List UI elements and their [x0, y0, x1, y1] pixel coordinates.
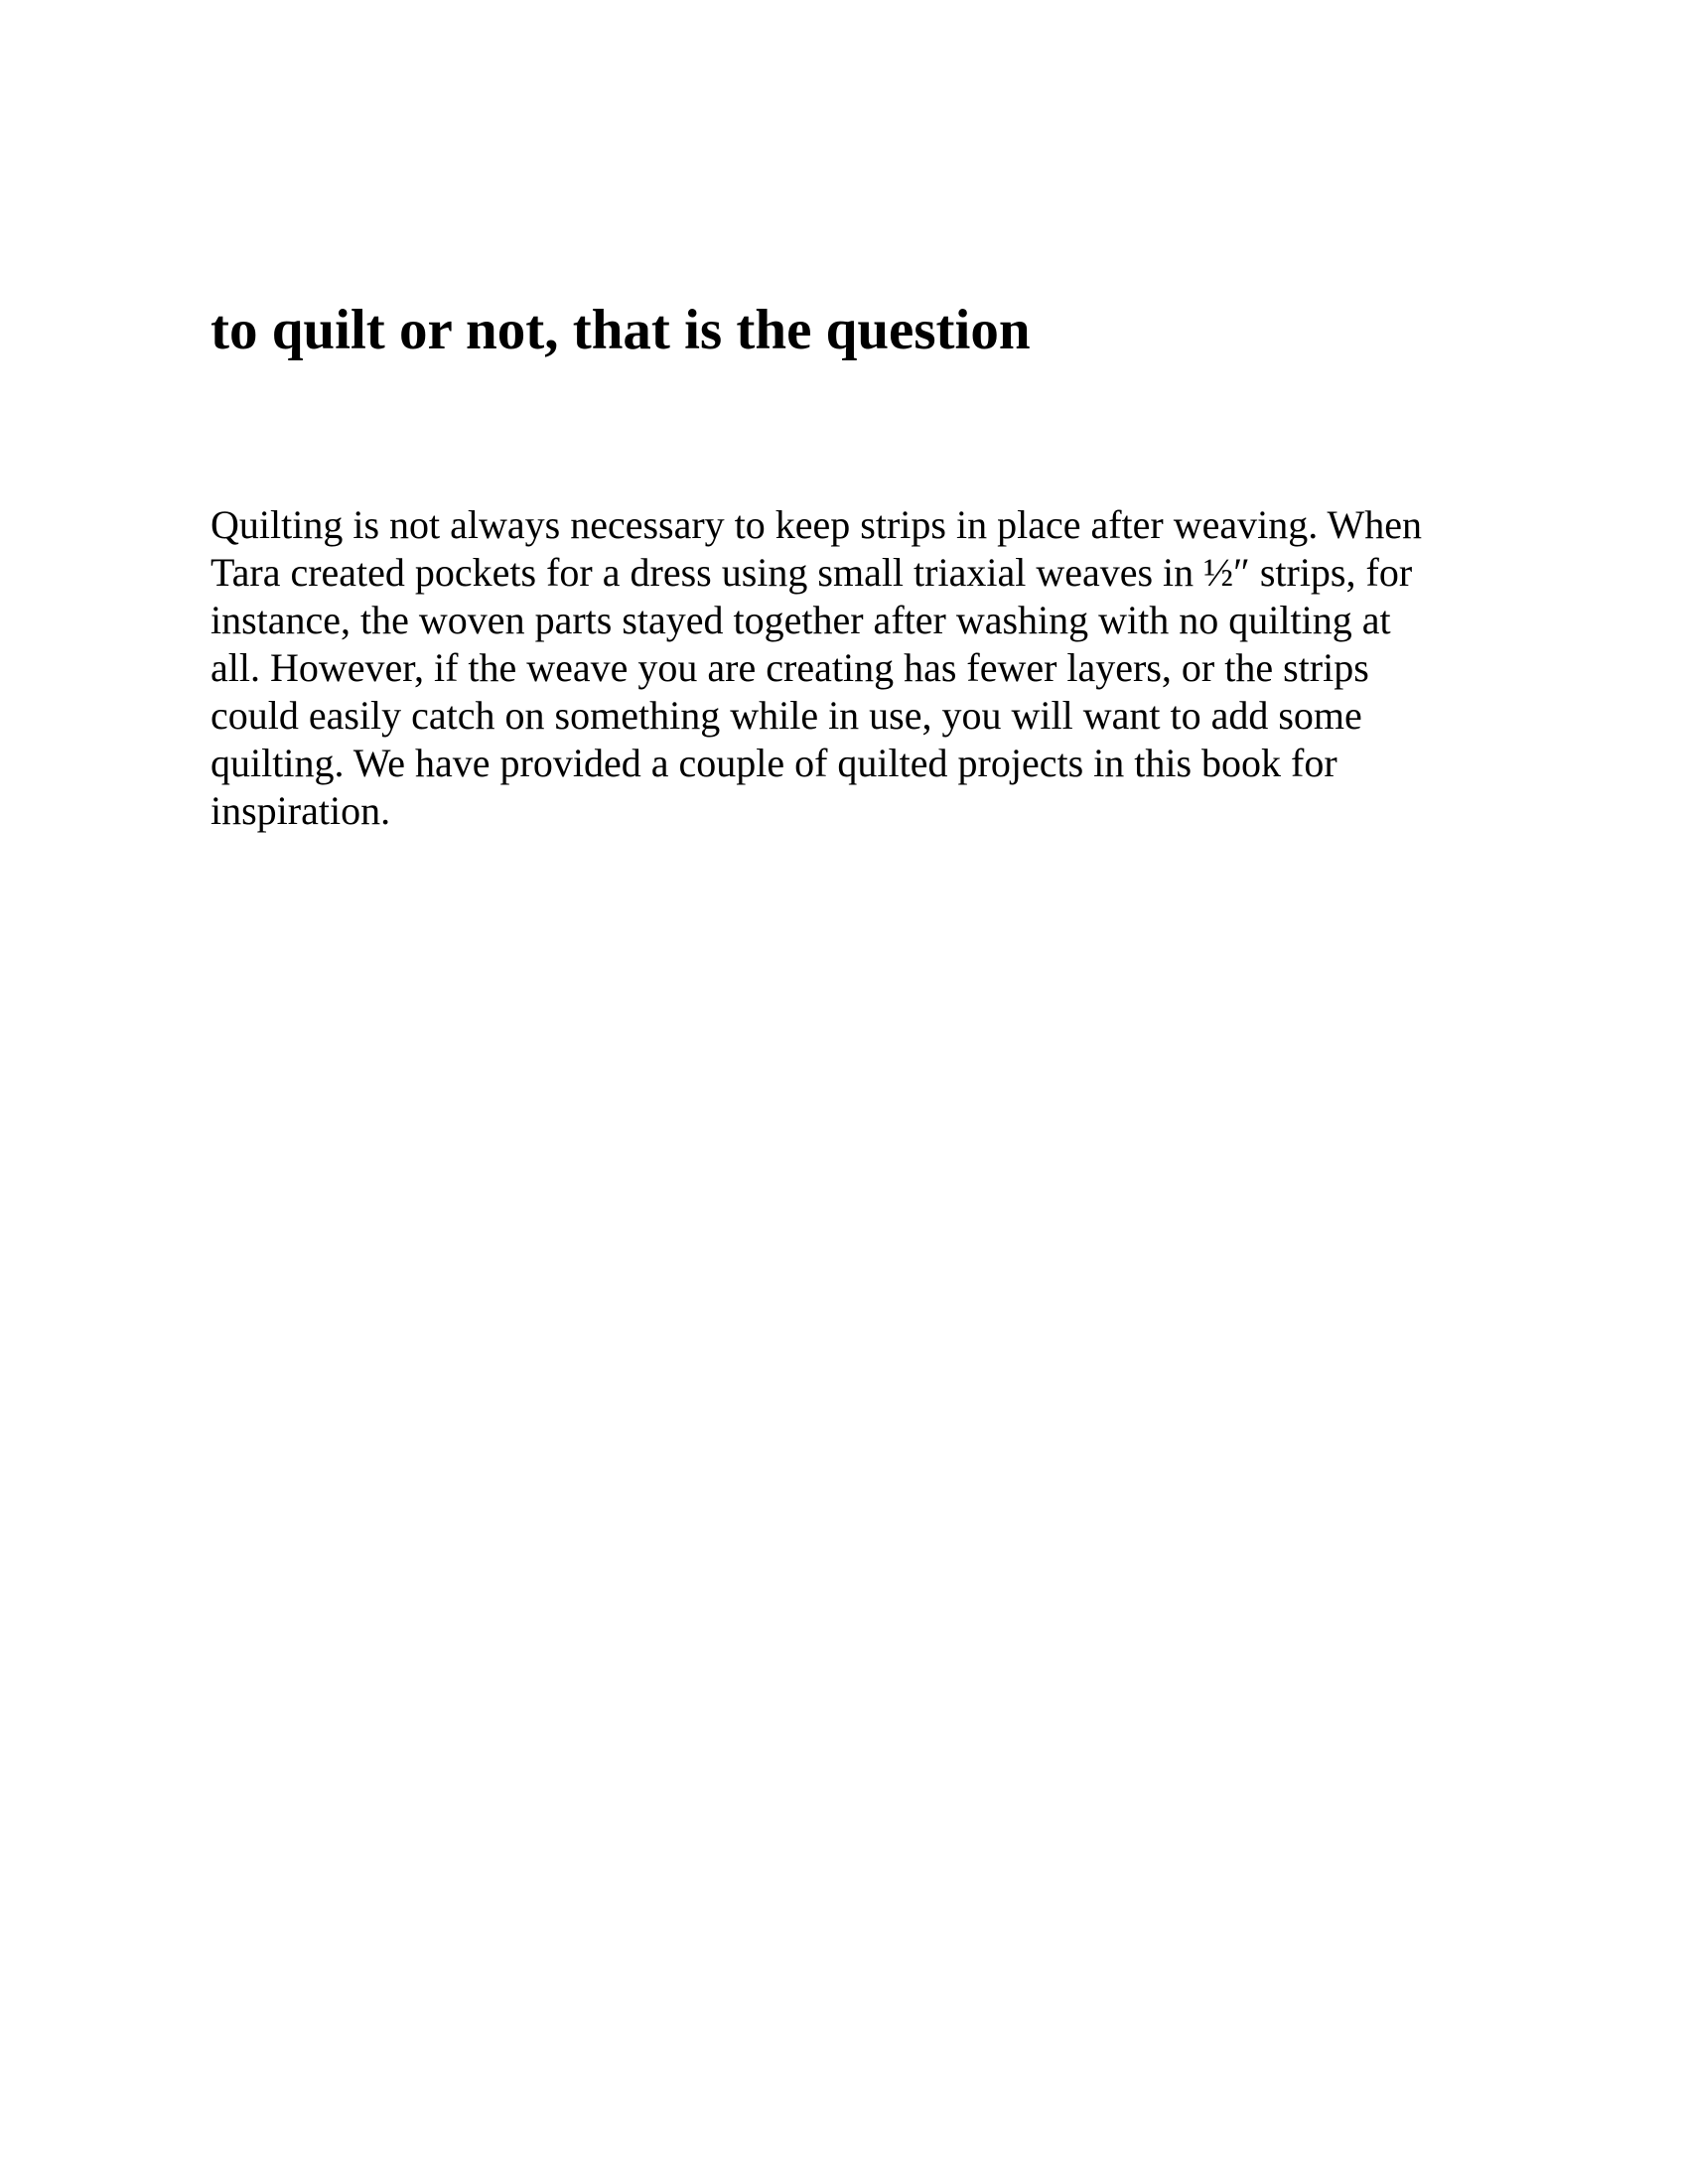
section-heading: to quilt or not, that is the question — [211, 299, 1031, 361]
body-paragraph — [211, 501, 1501, 835]
paragraph-line: all. However, if the weave you are creating has fewer layers, or the strips — [211, 645, 1369, 690]
paragraph-line: inspiration. — [211, 788, 391, 833]
paragraph-line: quilting. We have provided a couple of quilted projects in this book for — [211, 741, 1337, 785]
paragraph-line: Quilting is not always necessary to keep strips in place after weaving. When — [211, 502, 1423, 547]
paragraph-line: instance, the woven parts stayed together after washing with no quilting at — [211, 598, 1391, 642]
paragraph-line: could easily catch on something while in use, you will want to add some — [211, 693, 1362, 738]
paragraph-line: Tara created pockets for a dress using small triaxial weaves in ½″ strips, for — [211, 550, 1413, 595]
